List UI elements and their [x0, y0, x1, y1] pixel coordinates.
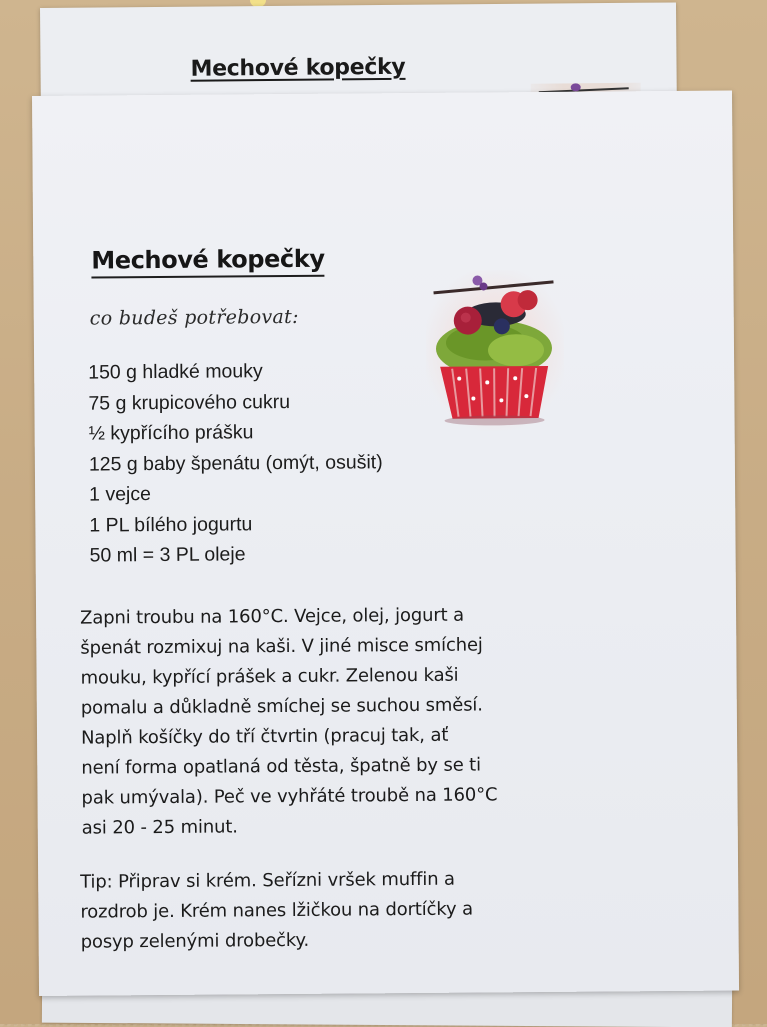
back-sheet-title: Mechové kopečky — [190, 55, 405, 82]
tip-line: rozdrob je. Krém nanes lžičkou na dortíčky a — [80, 894, 600, 928]
instructions-line: není forma opatlaná od těsta, špatně by se ti — [81, 750, 601, 784]
instructions-paragraph — [80, 600, 602, 844]
instructions-line: Naplň košíčky do tří čtvrtin (pracuj tak, ať — [81, 720, 601, 754]
instructions-line: Zapni troubu na 160°C. Vejce, olej, jogurt a — [80, 600, 600, 634]
ingredient-item: 75 g krupicového cukru — [88, 386, 382, 419]
ingredients-list — [88, 355, 383, 571]
ingredient-item: 1 PL bílého jogurtu — [89, 508, 383, 541]
instructions-line: pak umývala). Peč ve vyhřáté troubě na 160°C — [81, 780, 601, 814]
ingredient-item: 1 vejce — [89, 477, 383, 510]
instructions-line: špenát rozmixuj na kaši. V jiné misce smíchej — [80, 630, 600, 664]
instructions-line: mouku, kypřící prášek a cukr. Zelenou kaši — [80, 660, 600, 694]
front-recipe-sheet — [32, 91, 739, 996]
recipe-title: Mechové kopečky — [91, 244, 325, 279]
tip-paragraph — [80, 864, 601, 958]
ingredient-item: 150 g hladké mouky — [88, 355, 382, 388]
instructions-line: asi 20 - 25 minut. — [82, 810, 602, 844]
instructions-line: pomalu a důkladně smíchej se suchou směsí. — [81, 690, 601, 724]
tip-line: posyp zelenými drobečky. — [81, 924, 601, 958]
ingredient-item: ½ kypřícího prášku — [89, 416, 383, 449]
ingredients-heading: co budeš potřebovat: — [90, 306, 299, 330]
ingredient-item: 50 ml = 3 PL oleje — [89, 538, 383, 571]
tip-line: Tip: Připrav si krém. Seřízni vršek muffin a — [80, 864, 600, 898]
cupcake-image-icon — [425, 270, 564, 431]
ingredient-item: 125 g baby špenátu (omýt, osušit) — [89, 447, 383, 480]
